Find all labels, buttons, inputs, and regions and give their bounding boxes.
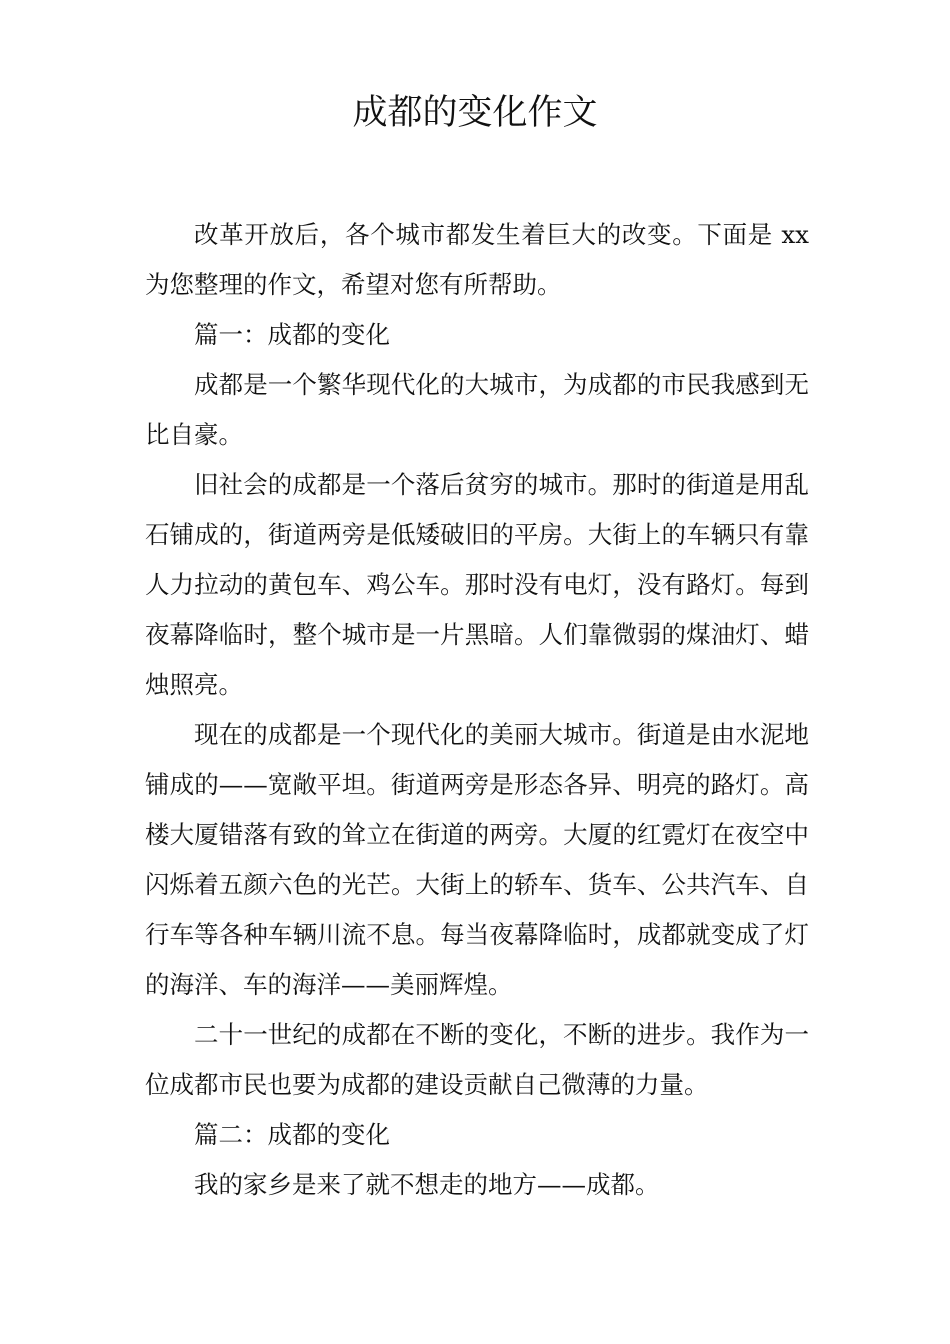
body-paragraph: 现在的成都是一个现代化的美丽大城市。街道是由水泥地铺成的——宽敞平坦。街道两旁是形态各异、明亮的路灯。高楼大厦错落有致的耸立在街道的两旁。大厦的红霓灯在夜空中闪烁着五颜六色的光芒。大街上的轿车、货车、公共汽车、自行车等各种车辆川流不息。每当夜幕降临时，成都就变成了灯的海洋、车的海洋——美丽辉煌。 [145,720,809,999]
body-paragraph: 二十一世纪的成都在不断的变化，不断的进步。我作为一位成都市民也要为成都的建设贡献自己微薄的力量。 [145,1020,809,1099]
body-paragraph: 旧社会的成都是一个落后贫穷的城市。那时的街道是用乱石铺成的，街道两旁是低矮破旧的平房。大街上的车辆只有靠人力拉动的黄包车、鸡公车。那时没有电灯，没有路灯。每到夜幕降临时，整个城市是一片黑暗。人们靠微弱的煤油灯、蜡烛照亮。 [145,470,809,699]
document-title: 成都的变化作文 [352,93,598,133]
section-heading-2: 篇二：成都的变化 [194,1120,390,1149]
document-body [145,210,809,1210]
intro-paragraph: 改革开放后，各个城市都发生着巨大的改变。下面是 xx 为您整理的作文，希望对您有所帮助。 [145,220,809,299]
body-paragraph: 我的家乡是来了就不想走的地方——成都。 [194,1170,660,1199]
section-heading-1: 篇一：成都的变化 [194,320,390,349]
body-paragraph: 成都是一个繁华现代化的大城市，为成都的市民我感到无比自豪。 [145,370,809,449]
